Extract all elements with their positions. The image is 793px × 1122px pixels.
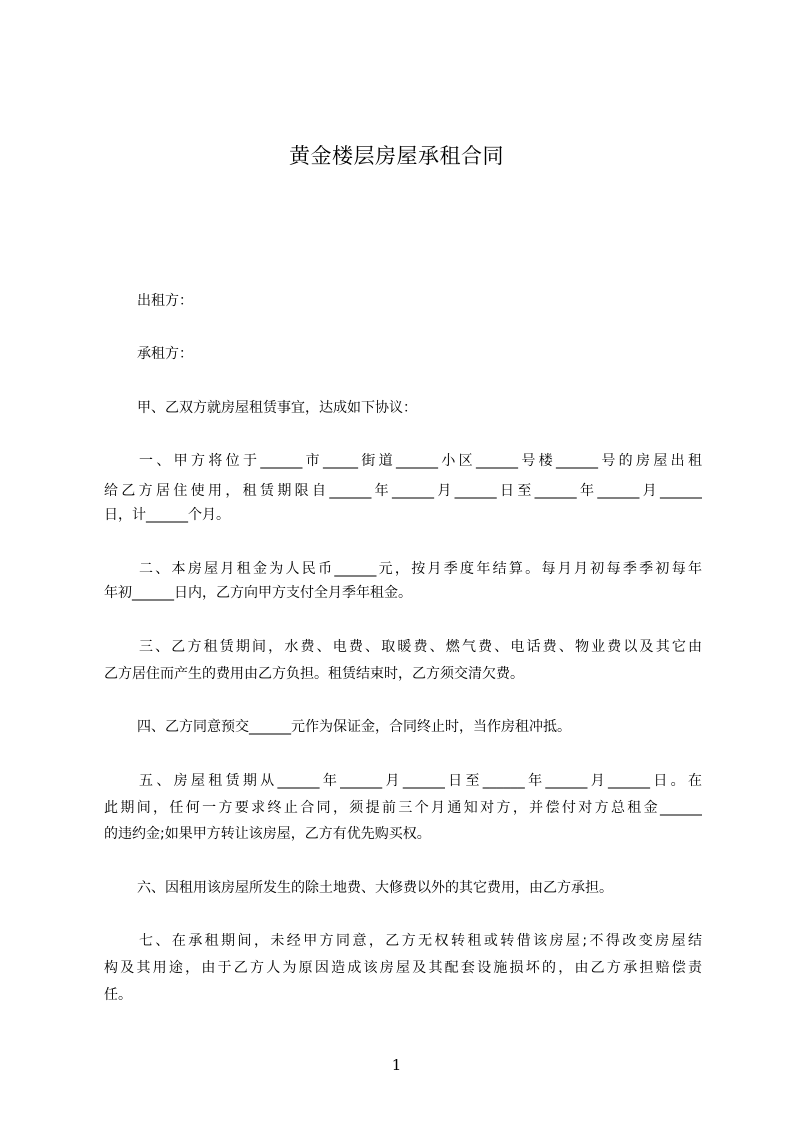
clause-line: 给乙方居住使用，租赁期限自______年______月______日至______年______月______: [104, 483, 702, 499]
clause-line: 二、本房屋月租金为人民币______元，按月季度年结算。每月月初每季季初每年: [139, 561, 702, 577]
clause-line: 任。: [104, 987, 132, 1003]
clause-line: 一、甲方将位于______市_____街道______小区______号楼______号的房屋出租: [139, 453, 702, 469]
clause-line: 乙方居住而产生的费用由乙方负担。租赁结束时，乙方须交清欠费。: [104, 666, 524, 682]
clause-line: 日，计______个月。: [104, 507, 230, 523]
clause-line: 年初______日内，乙方向甲方支付全月季年租金。: [104, 585, 412, 601]
lessor-line: 出租方：: [137, 293, 193, 309]
clause-line: 的违约金;如果甲方转让该房屋，乙方有优先购买权。: [104, 826, 431, 842]
lessee-line: 承租方：: [137, 346, 193, 362]
clause-line: 三、乙方租赁期间，水费、电费、取暖费、燃气费、电话费、物业费以及其它由: [139, 639, 702, 655]
intro-line: 甲、乙双方就房屋租赁事宜，达成如下协议：: [137, 400, 417, 416]
document-title: 黄金楼层房屋承租合同: [289, 144, 504, 168]
clause-line: 此期间，任何一方要求终止合同，须提前三个月通知对方，并偿付对方总租金______: [104, 800, 702, 816]
clause-line: 五、房屋租赁期从______年______月______日至______年______月______日。在: [139, 773, 702, 789]
clause-line: 七、在承租期间，未经甲方同意，乙方无权转租或转借该房屋;不得改变房屋结: [139, 933, 702, 949]
clause-line: 构及其用途，由于乙方人为原因造成该房屋及其配套设施损坏的，由乙方承担赔偿责: [104, 960, 702, 976]
clause-line: 四、乙方同意预交______元作为保证金，合同终止时，当作房租冲抵。: [137, 719, 571, 735]
clause-line: 六、因租用该房屋所发生的除土地费、大修费以外的其它费用，由乙方承担。: [137, 880, 613, 896]
page-number: 1: [391, 1056, 402, 1074]
